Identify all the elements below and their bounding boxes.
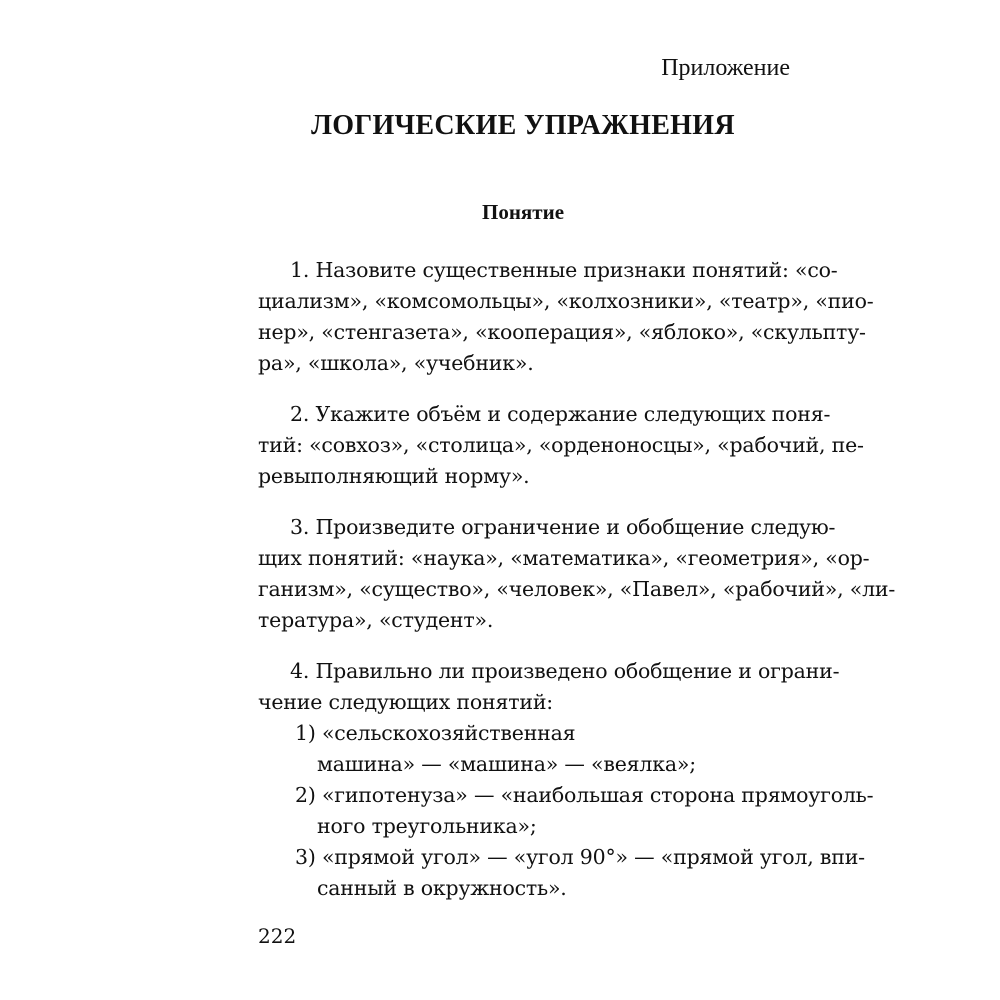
text-line: щих понятий: «наука», «математика», «геометрия», «ор- [258, 546, 870, 570]
page-title: ЛОГИЧЕСКИЕ УПРАЖНЕНИЯ [311, 110, 735, 141]
list-item-line: машина» — «машина» — «веялка»; [317, 752, 696, 776]
list-item-line: 1) «сельскохозяйственная [295, 721, 576, 745]
text-line: нер», «стенгазета», «кооперация», «яблоко», «скульпту- [258, 320, 866, 344]
text-line: чение следующих понятий: [258, 690, 554, 714]
text-line: тий: «совхоз», «столица», «орденоносцы», «рабочий, пе- [258, 433, 864, 457]
list-item-line: 3) «прямой угол» — «угол 90°» — «прямой угол, впи- [295, 845, 865, 869]
running-header: Приложение [661, 55, 790, 81]
text-line: циализм», «комсомольцы», «колхозники», «театр», «пио- [258, 289, 874, 313]
list-item-line: ного треугольника»; [317, 814, 537, 838]
text-line: 3. Произведите ограничение и обобщение следую- [290, 515, 836, 539]
text-line: тература», «студент». [258, 608, 494, 632]
list-item-line: санный в окружность». [317, 876, 567, 900]
text-line: 2. Укажите объём и содержание следующих поня- [290, 402, 831, 426]
list-item-line: 2) «гипотенуза» — «наибольшая сторона прямоуголь- [295, 783, 874, 807]
text-line: 1. Назовите существенные признаки понятий: «со- [290, 258, 838, 282]
section-heading: Понятие [481, 200, 565, 224]
text-line: ра», «школа», «учебник». [258, 351, 534, 375]
text-line: ревыполняющий норму». [258, 464, 530, 488]
text-line: ганизм», «существо», «человек», «Павел», «рабочий», «ли- [258, 577, 896, 601]
text-line: 4. Правильно ли произведено обобщение и ограни- [290, 659, 840, 683]
page-number: 222 [258, 924, 297, 948]
